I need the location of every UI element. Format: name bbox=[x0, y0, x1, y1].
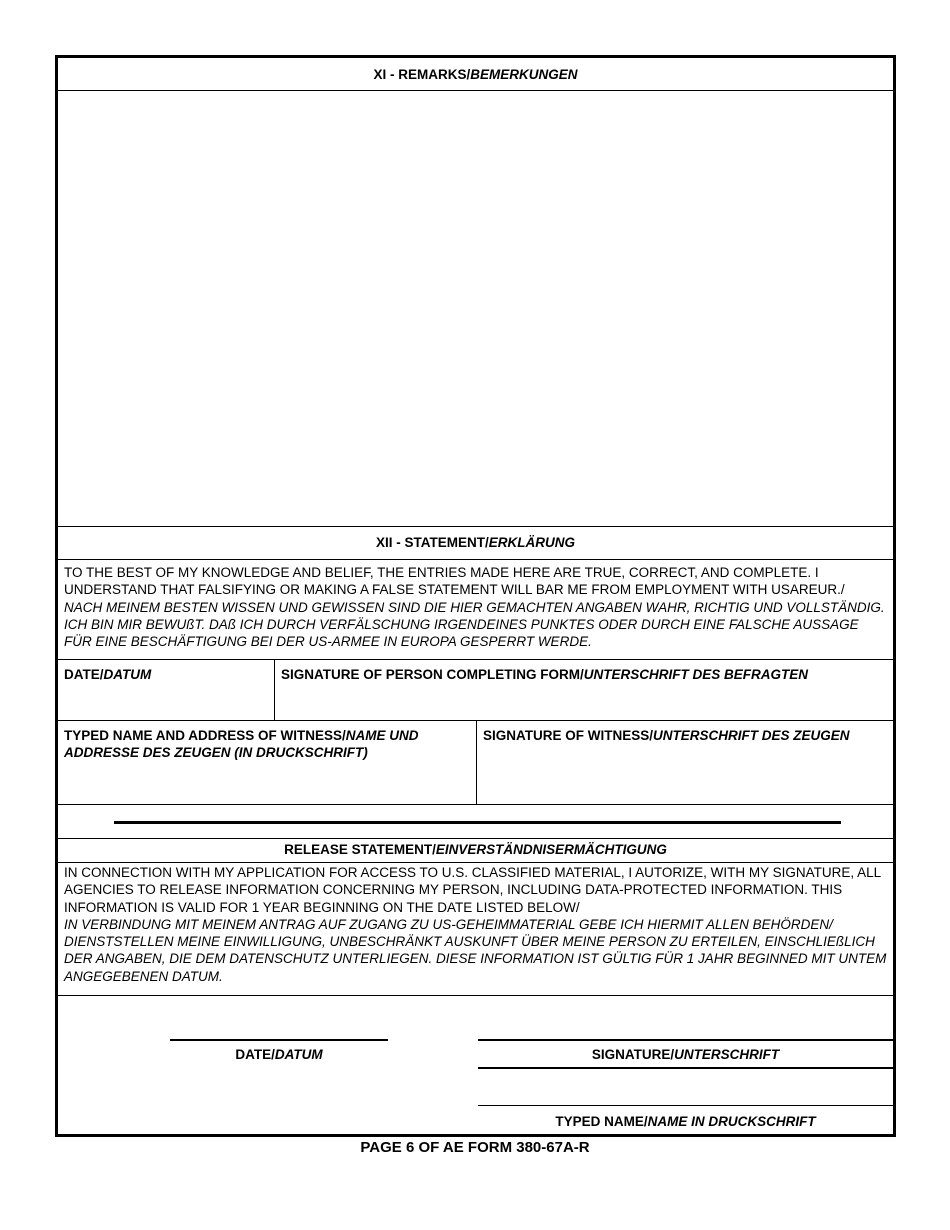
release-typed-name-label-de: NAME IN DRUCKSCHRIFT bbox=[647, 1114, 816, 1129]
witness-name-label-en: TYPED NAME AND ADDRESS OF WITNESS/ bbox=[64, 728, 346, 743]
statement-text-en: TO THE BEST OF MY KNOWLEDGE AND BELIEF, THE ENTRIES MADE HERE ARE TRUE, CORRECT, AND COMPLETE. I UNDERSTAND THAT FALSIFYING OR MAKING A FALSE STATEMENT WILL BAR ME FROM EMPLOYMENT WITH USAREUR./ bbox=[64, 565, 845, 598]
divider bbox=[58, 838, 893, 839]
release-signature-label-en: SIGNATURE/ bbox=[591, 1047, 675, 1062]
release-signature-field[interactable] bbox=[478, 1008, 893, 1038]
release-typed-name-line bbox=[478, 1105, 893, 1106]
remarks-title-en: XI - REMARKS/ bbox=[373, 67, 471, 82]
person-signature-label-en: SIGNATURE OF PERSON COMPLETING FORM/ bbox=[281, 667, 584, 682]
witness-signature-field[interactable] bbox=[477, 746, 893, 803]
remarks-title-de: BEMERKUNGEN bbox=[470, 67, 578, 82]
statement-date-label-de: DATUM bbox=[103, 667, 152, 682]
form-page bbox=[55, 55, 896, 1137]
release-section-title bbox=[58, 842, 893, 857]
release-date-label-de: DATUM bbox=[274, 1047, 323, 1062]
divider bbox=[58, 659, 893, 660]
release-date-line bbox=[170, 1039, 388, 1041]
statement-date-label-en: DATE/ bbox=[64, 667, 104, 682]
divider bbox=[58, 559, 893, 560]
release-date-label bbox=[170, 1046, 388, 1063]
release-date-field[interactable] bbox=[170, 1008, 388, 1038]
remarks-textarea[interactable] bbox=[58, 91, 893, 526]
release-title-en: RELEASE STATEMENT/ bbox=[284, 842, 436, 857]
release-typed-name-label-en: TYPED NAME/ bbox=[555, 1114, 648, 1129]
release-text-en: IN CONNECTION WITH MY APPLICATION FOR ACCESS TO U.S. CLASSIFIED MATERIAL, I AUTORIZE, WITH MY SIGNATURE, ALL AGENCIES TO RELEASE INFORMATION CONCERNING MY PERSON, INCLUDING DATA-PROTECTED INFORMATION. THIS INFORMATION IS VALID FOR 1 YEAR BEGINNING ON THE DATE LISTED BELOW/ bbox=[64, 865, 881, 915]
statement-text bbox=[64, 564, 887, 650]
witness-name-label bbox=[64, 727, 464, 761]
release-signature-line bbox=[478, 1039, 893, 1041]
release-title-de: EINVERSTÄNDNISERMÄCHTIGUNG bbox=[435, 842, 667, 857]
witness-name-label-de: NAME UND ADDRESSE DES ZEUGEN (IN DRUCKSCHRIFT) bbox=[64, 728, 419, 760]
separator-rule bbox=[114, 821, 841, 824]
statement-title-en: XII - STATEMENT/ bbox=[376, 535, 489, 550]
statement-title-de: ERKLÄRUNG bbox=[488, 535, 575, 550]
release-date-label-en: DATE/ bbox=[235, 1047, 275, 1062]
statement-text-de: NACH MEINEM BESTEN WISSEN UND GEWISSEN SIND DIE HIER GEMACHTEN ANGABEN WAHR, RICHTIG UND VOLLSTÄNDIG. ICH BIN MIR BEWUßT. DAß ICH DURCH VERFÄLSCHUNG IRGENDEINES PUNKTES ODER DURCH EINE FALSCHE AUSSAGE FÜR EINE BESCHÄFTIGUNG BEI DER US-ARMEE IN EUROPA GESPERRT WERDE. bbox=[64, 599, 885, 650]
release-text-de: IN VERBINDUNG MIT MEINEM ANTRAG AUF ZUGANG ZU US-GEHEIMMATERIAL GEBE ICH HIERMIT ALLEN BEHÖRDEN/ DIENSTSTELLEN MEINE EINWILLIGUNG, UNBESCHRÄNKT AUSKUNFT ÜBER MEINE PERSON ZU ERTEILEN, EINSCHLIEßLICH DER ANGABEN, DIE DEM DATENSCHUTZ UNTERLIEGEN. DIESE INFORMATION IST GÜLTIG FÜR 1 JAHR BEGINNED MIT UNTEM ANGEGEBENEN DATUM. bbox=[64, 916, 887, 984]
witness-signature-label bbox=[483, 727, 850, 744]
witness-signature-label-en: SIGNATURE OF WITNESS/ bbox=[483, 728, 654, 743]
release-text bbox=[64, 864, 887, 985]
release-signature-label bbox=[478, 1046, 893, 1063]
divider bbox=[58, 526, 893, 527]
person-signature-label-de: UNTERSCHRIFT DES BEFRAGTEN bbox=[583, 667, 809, 682]
witness-name-field[interactable] bbox=[58, 763, 476, 803]
release-typed-name-field[interactable] bbox=[478, 1071, 893, 1104]
page-footer: PAGE 6 OF AE FORM 380-67A-R bbox=[360, 1139, 590, 1156]
witness-signature-label-de: UNTERSCHRIFT DES ZEUGEN bbox=[653, 728, 850, 743]
release-signature-label-de: UNTERSCHRIFT bbox=[674, 1047, 780, 1062]
statement-section-title bbox=[58, 535, 893, 550]
divider bbox=[58, 862, 893, 863]
release-typed-name-label bbox=[478, 1113, 893, 1130]
statement-date-field[interactable] bbox=[58, 684, 274, 719]
remarks-section-title bbox=[58, 67, 893, 82]
person-signature-field[interactable] bbox=[275, 684, 893, 719]
person-signature-label bbox=[281, 666, 808, 683]
divider bbox=[58, 804, 893, 805]
divider bbox=[58, 995, 893, 996]
statement-date-label bbox=[64, 666, 151, 683]
release-signature-underline bbox=[478, 1067, 893, 1069]
